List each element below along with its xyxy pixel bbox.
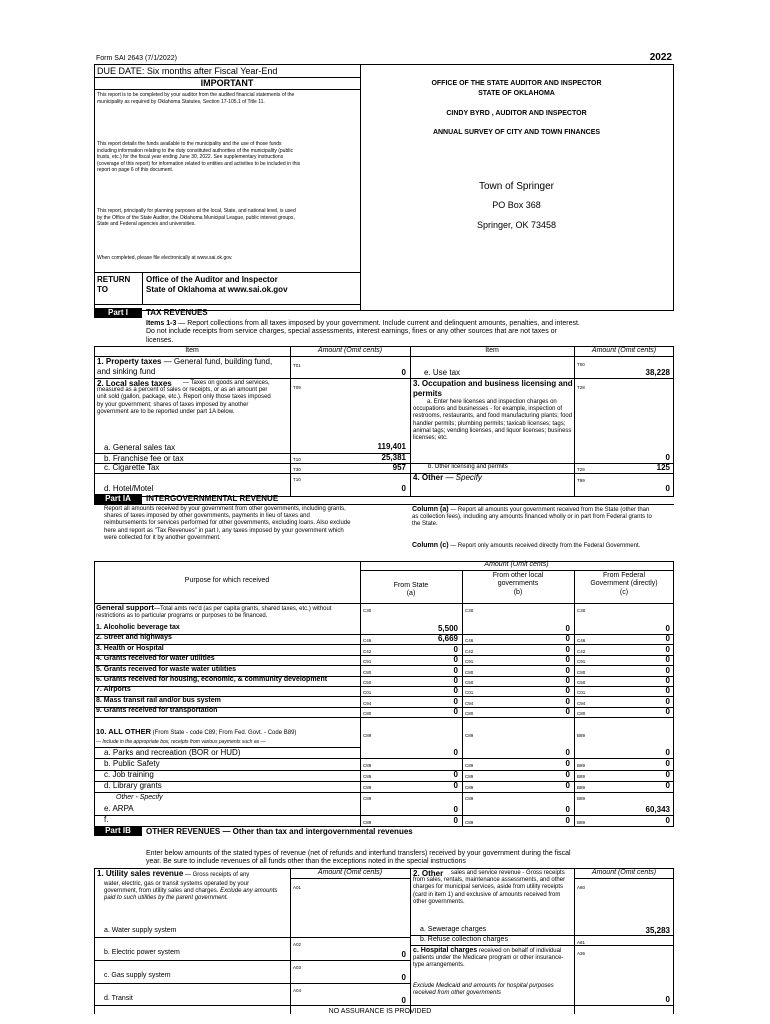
gas-supply-value: 0 (401, 973, 406, 982)
intergov-row-value-c: 0 (665, 644, 670, 654)
filing-instruction: When completed, please file electronically at www.sai.ok.gov. (97, 255, 233, 261)
intergov-row-code-b: C80 (465, 711, 474, 717)
all-other-subrow-code-c: B89 (577, 774, 586, 779)
footer-note: NO ASSURANCE IS PROVIDED (328, 1008, 432, 1015)
intergov-row-code-b: C42 (465, 648, 474, 654)
sewerage-value: 35,283 (645, 926, 670, 935)
intergov-row-code-a: C46 (363, 638, 372, 644)
cigarette-tax-label: c. Cigarette Tax (104, 463, 160, 472)
auditor-name: CINDY BYRD , AUDITOR AND INSPECTOR (446, 110, 587, 117)
all-other-subrow-code-b: C89 (465, 774, 474, 779)
city-state-zip: Springer, OK 73458 (476, 220, 557, 230)
all-other-subrow-value-c: 0 (665, 770, 670, 779)
all-other-subrow-value-b: 0 (565, 759, 570, 768)
franchise-fee-value: 25,381 (381, 453, 406, 462)
arpa-value-c: 60,343 (645, 805, 670, 814)
intergov-row-label: 6. Grants received for housing, economic, & community development (96, 676, 328, 683)
general-support-code-a: C30 (363, 608, 372, 613)
all-other-subrow-code-a: C89 (363, 774, 372, 779)
intergov-row-code-c: C80 (577, 669, 586, 675)
intergov-row-value-b: 0 (565, 644, 570, 654)
intergov-row-label: 3. Health or Hospital (96, 644, 164, 652)
part1-amount-header-right: Amount (Omit cents) (591, 347, 657, 354)
due-date: DUE DATE: Six months after Fiscal Year-End (97, 66, 278, 76)
return-to-label: RETURN TO (97, 275, 131, 294)
intergov-row-label: 5. Grants received for waste water utilities (96, 665, 237, 673)
line-f-value-b: 0 (565, 816, 570, 825)
all-other-subrow-code-a: C89 (363, 785, 372, 790)
intergov-row-value-a: 0 (453, 686, 458, 696)
parks-recreation-value-b: 0 (565, 748, 570, 757)
occupation-licensing-desc: a. Enter here licenses and inspection charges on occupations and businesses - for example, inspection of restrooms, restaurants, and food manufacturing plants; food handler permits; plumbing permits; taxicab licenses; tags; animal tags; vending licenses, and liquor licenses; business licenses; etc. (413, 399, 573, 442)
office-name: OFFICE OF THE STATE AUDITOR AND INSPECTOR (431, 80, 602, 87)
other-sales-desc: sales and service revenue - Gross receipts from sales, rentals, maintenance assessments, and other charges for municipal services, aside from utility receipts (card in item 1) and exclusive of amounts received from other governments. (413, 870, 566, 905)
cigarette-tax-code: T30 (293, 467, 301, 472)
column-a-header: From State (a) (393, 582, 429, 598)
other-sales-code: A80 (577, 885, 586, 890)
intergov-row-divider (94, 717, 674, 718)
utility-sales-title: 1. Utility sales revenue — Gross receipts of any (97, 869, 250, 878)
occupation-licensing-code: T28 (577, 385, 585, 390)
intergov-row-value-b: 0 (565, 655, 570, 665)
all-other-subrow-code-c: B89 (577, 763, 586, 768)
column-b-header: From other local governments (b) (492, 572, 544, 596)
other-licensing-value: 125 (656, 463, 670, 472)
line-f-value-c: 0 (665, 816, 670, 825)
property-taxes-label: 1. Property taxes — General fund, building fund, and sinking fund (97, 357, 273, 376)
town-name: Town of Springer (478, 181, 555, 192)
intergov-row-code-c: C42 (577, 648, 586, 654)
all-other-code-a: C89 (363, 733, 372, 738)
other-specify-code-a: C89 (363, 796, 372, 801)
hotel-motel-value: 0 (401, 484, 406, 493)
hospital-charges-value: 0 (665, 995, 670, 1004)
column-a-note: Column (a) — Report all amounts your government received from the State (other than as collection fees), including any amounts financed wholly or in part from Federal grants to the State. (412, 506, 652, 528)
part1b-amount-header-right: Amount (Omit cents) (591, 869, 657, 876)
part1-amount-header: Amount (Omit cents) (317, 347, 383, 354)
intergov-row-value-b: 0 (565, 686, 570, 696)
occupation-licensing-title: 3. Occupation and business licensing and permits (413, 379, 573, 398)
parks-recreation-value-a: 0 (453, 748, 458, 757)
water-supply-label: a. Water supply system (104, 927, 177, 934)
purpose-header: Purpose for which received (184, 577, 270, 584)
all-other-subrow-code-c: B89 (577, 785, 586, 790)
other-licensing-code: T29 (577, 467, 585, 472)
arpa-value-b: 0 (565, 805, 570, 814)
part1b-amount-header: Amount (Omit cents) (317, 869, 383, 876)
electric-power-value: 0 (401, 950, 406, 959)
other-tax-label: 4. Other — Specify (413, 473, 482, 482)
line-f-code-b: C89 (465, 820, 474, 825)
intergov-row-code-a: C94 (363, 700, 372, 706)
part1-title: TAX REVENUES (146, 308, 208, 317)
use-tax-value: 38,228 (645, 368, 670, 377)
all-other-subrow-value-c: 0 (665, 781, 670, 790)
state-name: STATE OF OKLAHOMA (478, 90, 555, 97)
all-other-subrow-value-c: 0 (665, 759, 670, 768)
general-support-code-c: C30 (577, 608, 586, 613)
other-specify-label: Other - Specify (116, 794, 163, 801)
intergov-row-code-a: C42 (363, 648, 372, 654)
intergov-row-value-c: 0 (665, 624, 670, 633)
other-specify-code-b: C89 (465, 796, 474, 801)
part1-item-header-right: Item (485, 347, 499, 354)
all-other-subrow-value-b: 0 (565, 781, 570, 790)
all-other-code-c: B89 (577, 733, 586, 738)
column-c-note: Column (c) — Report only amounts received directly from the Federal Government. (412, 542, 641, 549)
part1a-title: INTERGOVERNMENTAL REVENUE (146, 494, 279, 503)
column-c-header: From Federal Government (directly) (c) (590, 572, 658, 596)
hospital-charges-desc: c. Hospital charges received on behalf of individual patients under the Medicare program or other insurance-type arrangements. (413, 947, 564, 969)
intergov-row-label: 2. Street and highways (96, 634, 172, 642)
other-tax-code: T99 (577, 478, 585, 483)
part1a-instructions: Report all amounts received by your government from other governments, including grants, shares of taxes imposed by other governments, payments in lieu of taxes and reimbursements for services performed for other governments, excluding loans. Also exclude here and report as "Tax Revenues" in part I, any taxes imposed by your government which were collected for it by another government. (104, 506, 351, 541)
planning-paragraph: This report, principally for planning purposes at the local, State, and national level, is used by the Office of the State Auditor, the Oklahoma Municipal League, public interest groups, State and Federal agencies and universities. (97, 208, 296, 228)
electric-power-label: b. Electric power system (104, 949, 180, 956)
all-other-subrow-value-b: 0 (565, 770, 570, 779)
all-other-subrow-label: b. Public Safety (104, 759, 160, 768)
all-other-note: — Include in the appropriate box, receipts from various payments such as — (96, 739, 266, 745)
gas-supply-code: A03 (293, 965, 302, 970)
intergov-row-code-b: C46 (465, 638, 474, 644)
part1-tag: Part I (94, 308, 142, 318)
use-tax-label: e. Use tax (424, 368, 461, 377)
intergov-row-code-a: C91 (363, 659, 372, 665)
transit-value: 0 (401, 996, 406, 1005)
intergov-row-value-a: 0 (453, 655, 458, 665)
intergov-row-value-a: 0 (453, 644, 458, 654)
franchise-fee-code: T10 (293, 457, 301, 462)
intergov-row-value-b: 0 (565, 696, 570, 706)
intergov-row-value-a: 5,500 (437, 624, 458, 633)
intergov-row-code-b: C94 (465, 700, 474, 706)
hospital-charges-code: A36 (577, 951, 586, 956)
part1a-amount-header: Amount (Omit cents) (484, 561, 549, 568)
hotel-motel-code: T10 (293, 477, 301, 482)
return-to-line1: Office of the Auditor and Inspector (146, 275, 278, 284)
general-support-label: General support—Total amts rec'd (as per capita grants, shared taxes, etc.) without restrictions as to particular programs or purposes to be financed. (96, 603, 332, 620)
refuse-collection-code: A81 (577, 940, 586, 945)
intergov-row-code-b: C80 (465, 669, 474, 675)
all-other-subrow-code-a: C89 (363, 763, 372, 768)
intergov-row-value-a: 0 (453, 707, 458, 717)
line-f-code-a: C89 (363, 820, 372, 825)
all-other-subrow-label: d. Library grants (104, 781, 162, 790)
intergov-row-value-c: 0 (665, 634, 670, 644)
water-supply-code: A01 (293, 885, 302, 890)
all-other-code-b: C89 (465, 733, 474, 738)
intergov-row-value-b: 0 (565, 634, 570, 644)
intergov-row-code-b: C01 (465, 690, 474, 696)
hospital-charges-note: Exclude Medicaid and amounts for hospital purposes received from other governments (413, 983, 554, 997)
part1-item-header: Item (185, 347, 199, 354)
part1b-title: OTHER REVENUES — Other than tax and intergovernmental revenues (146, 827, 413, 836)
intergov-row-label: 1. Alcoholic beverage tax (96, 624, 180, 631)
intergov-row-label: 9. Grants received for transportation (96, 707, 218, 715)
intergov-row-code-b: C50 (465, 680, 474, 685)
intergov-row-code-a: C80 (363, 711, 372, 717)
local-sales-taxes-title: 2. Local sales taxes (97, 379, 172, 388)
intergov-row-value-b: 0 (565, 665, 570, 675)
cigarette-tax-value: 957 (392, 463, 406, 472)
part1a-tag: Part IA (94, 494, 142, 504)
intergov-row-code-c: C50 (577, 680, 586, 685)
intergov-row-value-c: 0 (665, 686, 670, 696)
return-to-line2: State of Oklahoma at www.sai.ok.gov (146, 285, 288, 294)
po-box: PO Box 368 (492, 200, 541, 210)
all-other-subrow-code-b: C89 (465, 785, 474, 790)
line-f-label: f. (104, 815, 109, 824)
franchise-fee-label: b. Franchise fee or tax (104, 454, 184, 463)
local-sales-taxes-desc: — Taxes on goods and services, measured as a percent of sales or receipts, or as an amount per unit sold (gallon, package, etc.). Report only those taxes imposed by your government; shares of taxes imposed by another government are to be reported under part 1A below. (97, 380, 271, 415)
line-f-code-c: B89 (577, 820, 586, 825)
intergov-row-label: 4. Grants received for water utilities (96, 655, 215, 663)
intergov-row-code-c: C46 (577, 638, 586, 644)
intergov-row-code-a: C80 (363, 669, 372, 675)
other-tax-value: 0 (665, 484, 670, 493)
intro-paragraph: This report is to be completed by your auditor from the audited financial statements of the municipality as required by Oklahoma Statutes, Section 17-105.1 of Title 11. (97, 92, 295, 105)
intergov-row-value-c: 0 (665, 665, 670, 675)
intergov-row-value-b: 0 (565, 624, 570, 633)
intergov-row-code-c: C91 (577, 659, 586, 665)
intergov-row-code-a: C01 (363, 690, 372, 696)
intergov-row-value-a: 0 (453, 676, 458, 685)
intergov-row-value-a: 6,669 (437, 634, 458, 644)
other-licensing-label: b. Other licensing and permits (428, 464, 508, 470)
intergov-row-value-c: 0 (665, 696, 670, 706)
hotel-motel-label: d. Hotel/Motel (104, 484, 154, 493)
form-id: Form SAI 2643 (7/1/2022) (96, 55, 177, 62)
sewerage-label: a. Sewerage charges (420, 926, 487, 933)
general-sales-tax-value: 119,401 (377, 442, 406, 451)
intergov-row-value-a: 0 (453, 696, 458, 706)
all-other-subrow-label: c. Job training (104, 770, 154, 779)
intergov-row-value-c: 0 (665, 676, 670, 685)
part1b-instructions: Enter below amounts of the stated types of revenue (net of refunds and interfund transfers) received by your government during the fiscal year. Be sure to include revenues of all funds other than the exceptions noted in the special instructions (146, 850, 571, 866)
use-tax-code: T00 (577, 362, 585, 367)
all-other-subrow-code-b: C89 (465, 763, 474, 768)
other-specify-code-c: B89 (577, 796, 586, 801)
form-year: 2022 (649, 52, 672, 63)
intergov-row-value-b: 0 (565, 676, 570, 685)
all-other-subrow-divider (94, 792, 674, 793)
other-sales-title: 2. Other (413, 869, 444, 878)
intergov-row-code-b: C91 (465, 659, 474, 665)
occupation-licensing-value: 0 (665, 453, 670, 462)
property-taxes-value: 0 (401, 368, 406, 377)
intergov-row-label: 8. Mass transit rail and/or bus system (96, 696, 221, 704)
part1b-tag: Part IB (94, 826, 142, 836)
intergov-row-value-c: 0 (665, 707, 670, 717)
parks-recreation-label: a. Parks and recreation (BOR or HUD) (104, 748, 241, 757)
all-other-subrow-value-a: 0 (453, 781, 458, 790)
refuse-collection-label: b. Refuse collection charges (420, 936, 508, 943)
intergov-row-code-c: C80 (577, 711, 586, 717)
arpa-value-a: 0 (453, 805, 458, 814)
important-heading: IMPORTANT (200, 78, 254, 88)
general-support-code-b: C30 (465, 608, 474, 613)
all-other-subrow-value-a: 0 (453, 770, 458, 779)
intergov-row-code-c: C01 (577, 690, 586, 696)
all-other-label: 10. ALL OTHER (From State - code C89; From Fed. Govt. - Code B89) (96, 727, 297, 736)
arpa-label: e. ARPA (104, 804, 134, 813)
intergov-row-value-a: 0 (453, 665, 458, 675)
general-sales-tax-label: a. General sales tax (104, 443, 176, 452)
utility-sales-desc: water, electric, gas or transit systems operated by your government, from utility sales and charges. Exclude any amounts paid to such utilities by the parent government. (104, 881, 278, 902)
local-sales-taxes-code: T09 (293, 385, 301, 390)
parks-recreation-value-c: 0 (665, 748, 670, 757)
line-f-value-a: 0 (453, 816, 458, 825)
intergov-row-label: 7. Airports (96, 686, 131, 694)
funds-paragraph: This report details the funds available to the municipality and the use of those funds including information relating to the duty constituted authorities of the municipality (public trusts, etc.) for the fiscal year ending June 30, 2022. See supplementary instructions (coverage of this report) for information related to entities and activities to be included in this report on page 6 of this document. (97, 141, 301, 174)
survey-title: ANNUAL SURVEY OF CITY AND TOWN FINANCES (432, 129, 601, 136)
intergov-row-value-b: 0 (565, 707, 570, 717)
electric-power-code: A02 (293, 942, 302, 947)
intergov-row-code-a: C50 (363, 680, 372, 685)
transit-code: A04 (293, 988, 302, 993)
transit-label: d. Transit (104, 995, 133, 1002)
part1-instructions: Items 1-3 — Report collections from all taxes imposed by your government. Include current and delinquent amounts, penalties, and interest. Do not include receipts from service charges, special assessments, interest earnings, fines or any other sources that are not taxes or licenses. (146, 320, 580, 344)
intergov-row-code-c: C94 (577, 700, 586, 706)
gas-supply-label: c. Gas supply system (104, 972, 171, 979)
intergov-row-value-c: 0 (665, 655, 670, 665)
property-taxes-code: T01 (293, 363, 301, 368)
